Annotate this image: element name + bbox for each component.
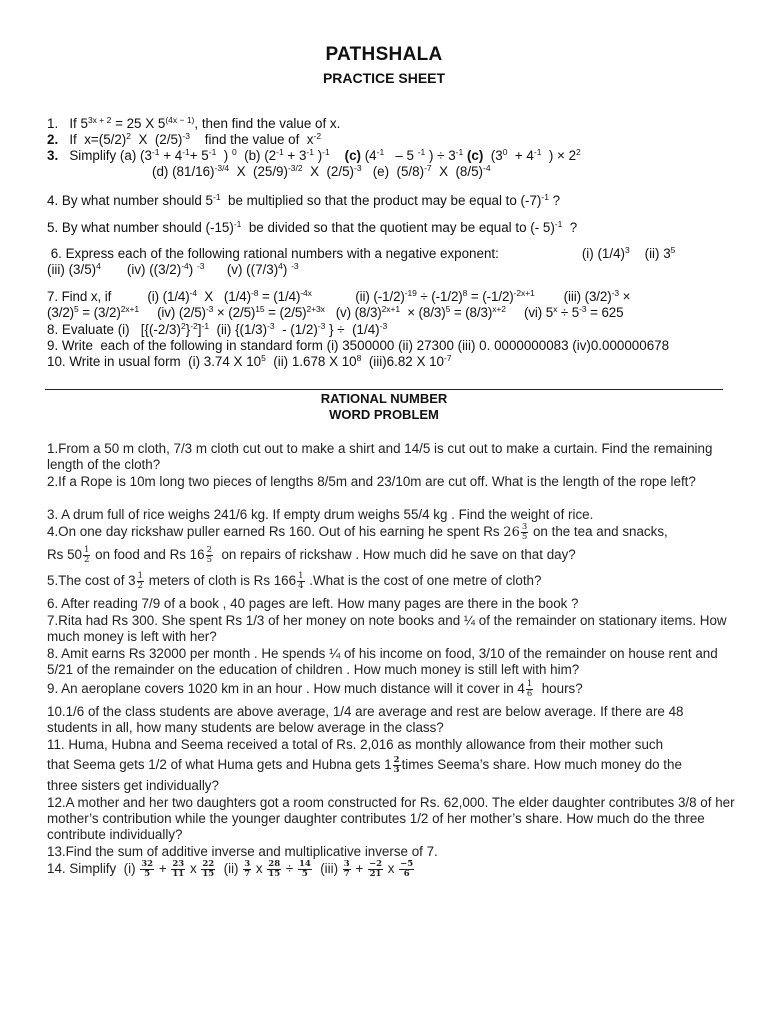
section-subheading: WORD PROBLEM (329, 407, 439, 422)
question-1: 1. If $5^{3x + 2} = 25$ X $5^{(4x - 1)}$, then find the value of x. (47, 115, 341, 131)
question-5: 5. By what number should $(-15)^{-1}$ be divided so that the quotient may be equal to (- 5)$^{-1}$ ? (47, 219, 578, 235)
word-problem-7: 7.Rita had Rs 300. She spent Rs 1/3 of her money on note books and ¼ of the remainder on stationary items. How much money is left with her? (47, 613, 727, 645)
questions-8-10 (47, 322, 737, 370)
question-10: 10. Write in usual form (i) 3.74 X $10^5$ (ii) 1.678 X $10^8$ (iii)6.82 X $10^{-7}$ (47, 353, 452, 369)
word-problem-5: 5.The cost of 3 $\frac{1}{2}$ meters of cloth is Rs 166 $\frac{1}{4}$ .What is the cost of one metre of cloth? (47, 571, 542, 591)
section-heading: RATIONAL NUMBER (320, 391, 448, 406)
word-problem-8: 8. Amit earns Rs 32000 per month . He spends ¼ of his income on food, 3/10 of the remainder on house rent and 5/21 of the remainder on the education of children . How much money is still left with him? (47, 646, 718, 678)
section-divider (45, 389, 723, 390)
word-problem-4: 4.On one day rickshaw puller earned Rs 160. Out of his earning he spent Rs 26 $\frac{3}{5}$ on the tea and snacks, Rs 50 $\frac{1}{2}$ on food and Rs 16 $\frac{2}{5}$ on repairs of rickshaw . How much did he save on that day? (47, 522, 668, 565)
word-problem-3: 3. A drum full of rice weighs 241/6 kg. If empty drum weighs 55/4 kg . Find the weight of rice. (47, 507, 594, 522)
word-problem-1: 1.From a 50 m cloth, 7/3 m cloth cut out to make a shirt and 14/5 is cut out to make a curtain. Find the remaining length of the cloth? (47, 441, 713, 473)
question-3-continued: (d) $(81/16)^{-3/4}$ X $(25/9)^{-3/2}$ X $(2/5)^{-3}$ (e) $(5/8)^{-7}$ X $(8/5)^{-4}$ (152, 163, 491, 179)
question-9: 9. Write each of the following in standard form (i) 3500000 (ii) 27300 (iii) 0. 0000000083 (iv)0.000000678 (47, 338, 670, 353)
question-4: 4. By what number should $5^{-1}$ be multiplied so that the product may be equal to $(-7)^{-1}$ ? (47, 192, 561, 208)
word-problem-13: 13.Find the sum of additive inverse and multiplicative inverse of 7. (47, 844, 438, 859)
word-problem-10: 10.1/6 of the class students are above average, 1/4 are average and rest are below average. If there are 48 students in all, how many students are below average in the class? (47, 704, 684, 736)
question-7: 7. Find x, if (i) $(1/4)^{-4}$ X $(1/4)^{-8} = (1/4)^{-4x}$ (ii) $(-1/2)^{-19} \div (-1/2)^8 = (-1/2)^{-2x+1}$ (iii) $(3/2)^{-3}$ × $(3/2)^5 = (3/2)^{2x+1}$ (iv) $(2/5)^{-3} \times (2/5)^{15} = (2/5)^{2+3x}$ (v) $(8/3)^{2x+1} \times (8/3)^5 = (8/3)^{x+2}$ (vi) $5^x \div 5^{-3} = 625$ (47, 288, 631, 320)
question-2: 2. If $x=(5/2)^2$ X $(2/5)^{-3}$ find the value of $x^{-2}$ (47, 131, 322, 147)
page-subtitle: PRACTICE SHEET (322, 70, 446, 86)
word-problem-2: 2.If a Rope is 10m long two pieces of lengths 8/5m and 23/10m are cut off. What is the length of the rope left? (47, 474, 696, 489)
word-problem-11: 11. Huma, Hubna and Seema received a total of Rs. 2,016 as monthly allowance from their mother such that Seema gets 1/2 of what Huma gets and Hubna gets 1 $\frac{2}{3}$ times Seema’s share. How much money do the three sisters get individually? (47, 737, 682, 794)
word-problem-14: 14. Simplify (i) $\frac{32}{5}$ + $\frac{23}{11}$ x $\frac{22}{15}$ (ii) $\frac{3}{7}$ x $\frac{28}{15}$ ÷ $\frac{14}{5}$ (iii) $\frac{3}{7}$ + $\frac{-2}{21}$ x $\frac{-5}{6}$ (47, 859, 414, 879)
question-3: 3. Simplify (a) ($3^{-1} + 4^{-1}+ 5^{-1}$ ) $^0$ (b) ($2^{-1} + 3^{-1}$ )$^{-1}$ (c) ($4^{-1} - 5$ $^{-1}$ ) ÷ $3^{-1}$ (c) ($3^0 + 4^{-1}$ ) × $2^2$ (47, 147, 581, 163)
word-problem-6: 6. After reading 7/9 of a book , 40 pages are left. How many pages are there in the book ? (47, 596, 579, 611)
word-problem-12: 12.A mother and her two daughters got a room constructed for Rs. 62,000. The elder daughter contributes 3/8 of her mother’s contribution while the younger daughter contributes 1/2 of her mother’s share. How much do the three contribute individually? (47, 795, 735, 843)
question-6: 6. Express each of the following rational numbers with a negative exponent: (i) $(1/4)^3$ (ii) $3^5$ (iii) $(3/5)^4$ (iv) $((3/2)^{-4})$ $^{-3}$ (v) $((7/3)^4)$ $^{-3}$ (47, 245, 676, 277)
word-problem-9: 9. An aeroplane covers 1020 km in an hour . How much distance will it cover in 4 $\frac{1}{6}$ hours? (47, 679, 583, 699)
page-title: PATHSHALA (325, 44, 443, 65)
question-8: 8. Evaluate (i) $[\{(-2/3)^2\}^{-2}]^{-1}$ (ii) {$(1/3)^{-3} - (1/2)^{-3}$ } ÷ $(1/4)^{-3}$ (47, 321, 388, 337)
exponent-questions (47, 116, 737, 180)
